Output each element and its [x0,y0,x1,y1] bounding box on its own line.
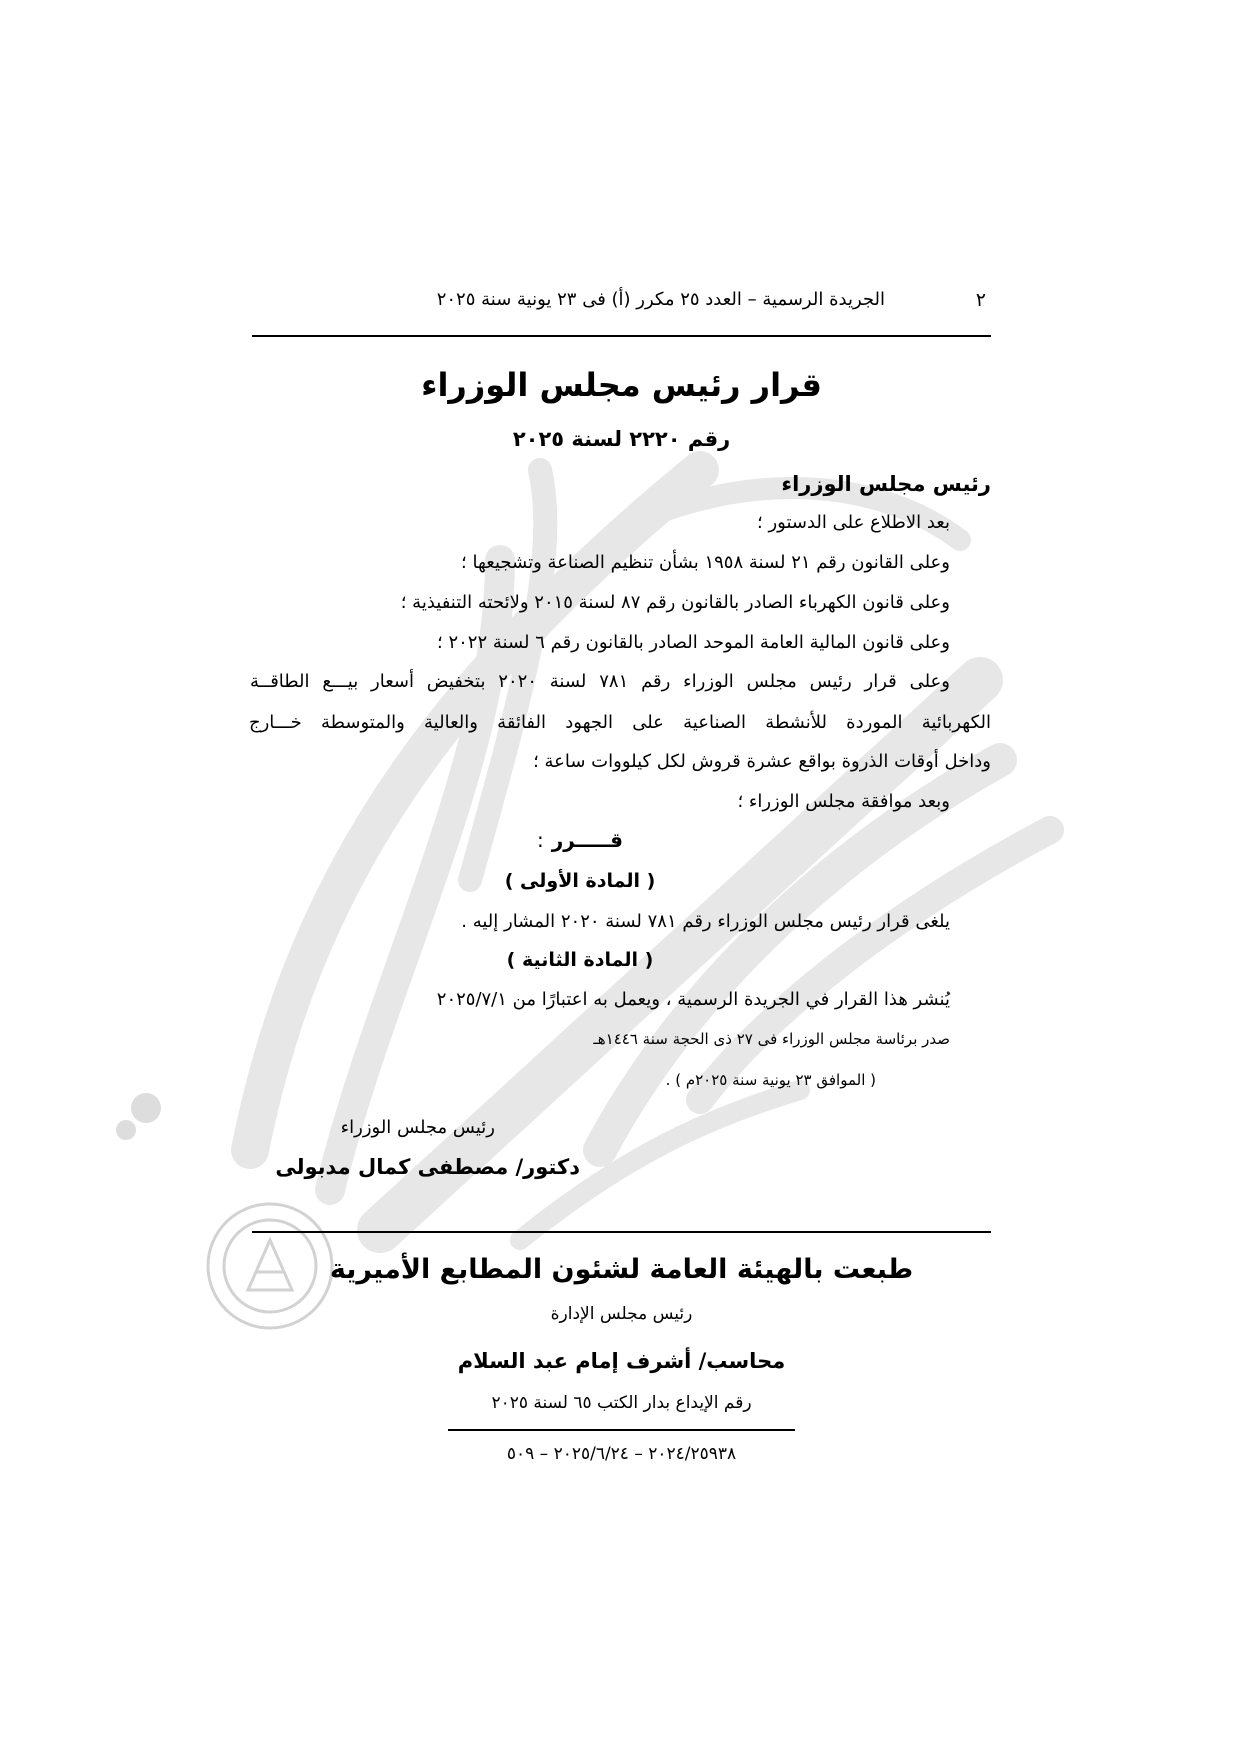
article-text: يلغى قرار رئيس مجلس الوزراء رقم ٧٨١ لسنة ٢٠٢٠ المشار إليه . [461,911,950,932]
decree-issuer: رئيس مجلس الوزراء [781,472,991,496]
printer-statement: طبعت بالهيئة العامة لشئون المطابع الأميرية [329,1254,914,1285]
signatory-name: دكتور/ مصطفى كمال مدبولى [275,1155,580,1179]
preamble-line: الكهربائية الموردة للأنشطة الصناعية على الجهود الفائقة والعالية والمتوسطة خـــارج [249,712,991,733]
watermark-dot [131,1093,161,1123]
decision-word: قـــــرر [551,828,623,852]
preamble-line: وعلى قانون الكهرباء الصادر بالقانون رقم ٨٧ لسنة ٢٠١٥ ولائحته التنفيذية ؛ [400,592,950,613]
header-divider [252,335,991,337]
issuance-date-gregorian: ( الموافق ٢٣ يونية سنة ٢٠٢٥م ) . [665,1071,876,1089]
article-heading: ( المادة الثانية ) [506,949,654,971]
article-heading: ( المادة الأولى ) [504,870,656,892]
watermark-dot [116,1120,136,1140]
watermark-dots [116,1093,161,1140]
article-text: يُنشر هذا القرار في الجريدة الرسمية ، ويعمل به اعتبارًا من ٢٠٢٥/٧/١ [436,989,950,1010]
decree-title: قرار رئيس مجلس الوزراء [421,366,822,404]
decree-number: رقم ٢٢٢٠ لسنة ٢٠٢٥ [512,427,731,451]
preamble-line: وعلى قرار رئيس مجلس الوزراء رقم ٧٨١ لسنة ٢٠٢٠ بتخفيض أسعار بيـــع الطاقــة [250,671,950,692]
decision-colon: : [537,828,544,852]
footer-divider [252,1231,991,1233]
preamble-line: وعلى قانون المالية العامة الموحد الصادر بالقانون رقم ٦ لسنة ٢٠٢٢ ؛ [437,632,950,653]
page-number: ٢ [975,289,986,311]
board-chairman-title: رئيس مجلس الإدارة [550,1304,693,1324]
decision-line [430,825,730,855]
preamble-line: وبعد موافقة مجلس الوزراء ؛ [737,791,950,812]
preamble-line: وعلى القانون رقم ٢١ لسنة ١٩٥٨ بشأن تنظيم الصناعة وتشجيعها ؛ [461,552,950,573]
issuance-date-hijri: صدر برئاسة مجلس الوزراء فى ٢٧ ذى الحجة سنة ١٤٤٦هـ [593,1030,950,1048]
signatory-title: رئيس مجلس الوزراء [340,1117,495,1138]
print-code: ٢٠٢٤/٢٥٩٣٨ – ٢٠٢٥/٦/٢٤ – ٥٠٩ [506,1444,737,1464]
board-chairman-name: محاسب/ أشرف إمام عبد السلام [457,1349,786,1373]
deposit-divider [448,1429,795,1431]
preamble-line: بعد الاطلاع على الدستور ؛ [757,512,950,533]
preamble-line: وداخل أوقات الذروة بواقع عشرة قروش لكل كيلووات ساعة ؛ [533,751,991,772]
deposit-number: رقم الإيداع بدار الكتب ٦٥ لسنة ٢٠٢٥ [491,1393,752,1413]
gazette-header-title: الجريدة الرسمية – العدد ٢٥ مكرر (أ) فى ٢٣ يونية سنة ٢٠٢٥ [436,289,885,310]
